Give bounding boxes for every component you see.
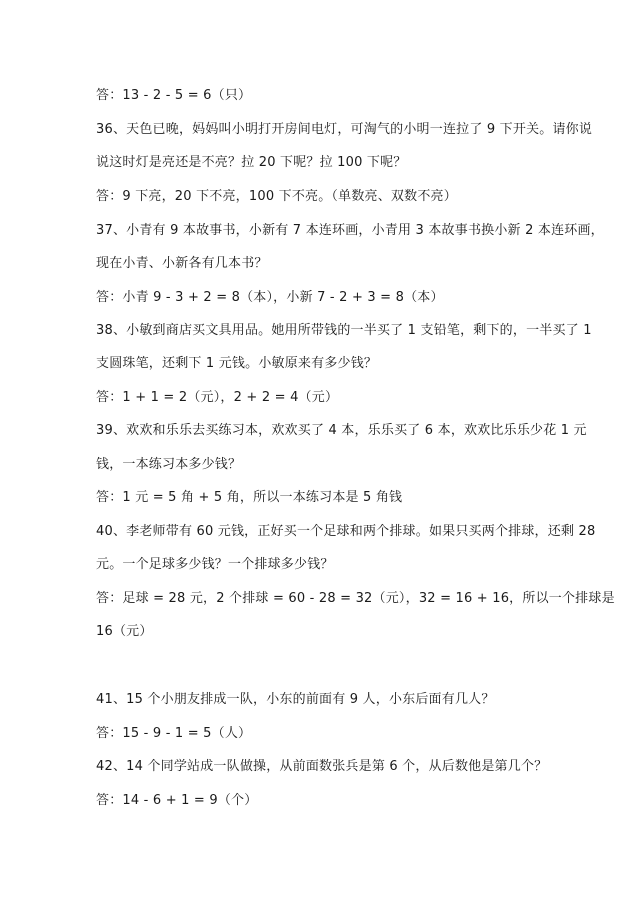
answer-36: 答：9 下亮，20 下不亮，100 下不亮。（单数亮、双数不亮） xyxy=(96,189,457,204)
question-38-line-1: 38、小敏到商店买文具用品。她用所带钱的一半买了 1 支铅笔，剩下的，一半买了 1 xyxy=(96,323,592,338)
answer-41: 答：15 - 9 - 1 = 5（人） xyxy=(96,726,252,741)
question-37-line-2: 现在小青、小新各有几本书？ xyxy=(96,256,268,271)
question-36-line-1: 36、天色已晚，妈妈叫小明打开房间电灯，可淘气的小明一连拉了 9 下开关。请你说 xyxy=(96,122,593,137)
question-42: 42、14 个同学站成一队做操，从前面数张兵是第 6 个，从后数他是第几个？ xyxy=(96,759,548,774)
question-40-line-2: 元。一个足球多少钱？一个排球多少钱？ xyxy=(96,557,334,572)
answer-38: 答：1 + 1 = 2（元），2 + 2 = 4（元） xyxy=(96,390,339,405)
question-39-line-1: 39、欢欢和乐乐去买练习本，欢欢买了 4 本，乐乐买了 6 本，欢欢比乐乐少花 1 元 xyxy=(96,423,587,438)
answer-42: 答：14 - 6 + 1 = 9（个） xyxy=(96,793,258,808)
answer-39: 答：1 元 = 5 角 + 5 角，所以一本练习本是 5 角钱 xyxy=(96,490,403,505)
question-39-line-2: 钱，一本练习本多少钱？ xyxy=(96,457,242,472)
answer-40-line-2: 16（元） xyxy=(96,624,153,639)
question-41: 41、15 个小朋友排成一队，小东的前面有 9 人，小东后面有几人？ xyxy=(96,692,495,707)
answer-37: 答：小青 9 - 3 + 2 = 8（本），小新 7 - 2 + 3 = 8（本） xyxy=(96,290,444,305)
question-38-line-2: 支圆珠笔，还剩下 1 元钱。小敏原来有多少钱？ xyxy=(96,356,378,371)
answer-40-line-1: 答：足球 = 28 元，2 个排球 = 60 - 28 = 32（元），32 = 16 + 16，所以一个排球是 xyxy=(96,591,615,606)
question-36-line-2: 说这时灯是亮还是不亮？拉 20 下呢？拉 100 下呢？ xyxy=(96,155,407,170)
answer-35: 答：13 - 2 - 5 = 6（只） xyxy=(96,88,252,103)
question-37-line-1: 37、小青有 9 本故事书，小新有 7 本连环画，小青用 3 本故事书换小新 2 本连环画， xyxy=(96,223,604,238)
question-40-line-1: 40、李老师带有 60 元钱，正好买一个足球和两个排球。如果只买两个排球，还剩 28 xyxy=(96,524,596,539)
